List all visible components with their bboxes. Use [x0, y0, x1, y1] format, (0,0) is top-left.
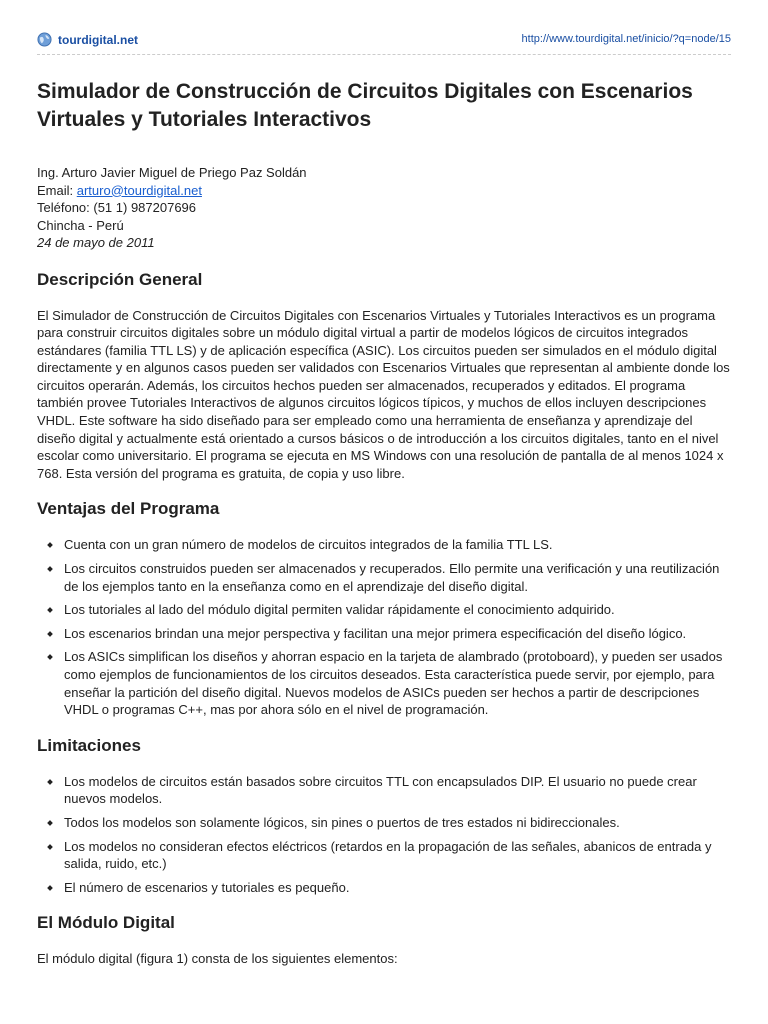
page-header [37, 32, 731, 55]
list-item [37, 814, 734, 832]
list-item-text: Los tutoriales al lado del módulo digital permiten validar rápidamente el conocimiento adquirido. [64, 602, 615, 618]
list-item-text: Los circuitos construidos pueden ser almacenados y recuperados. Ello permite una verificación y una reutilización de los ejemplos tanto en la enseñanza como en el aprendizaje del diseño digital. [64, 561, 720, 594]
section-heading-descripcion: Descripción General [37, 269, 203, 289]
list-item-text: Los escenarios brindan una mejor perspectiva y facilitan una mejor primera especificación del diseño lógico. [64, 625, 687, 641]
email-link[interactable]: arturo@tourdigital.net [76, 182, 202, 198]
author: Ing. Arturo Javier Miguel de Priego Paz Soldán [37, 165, 307, 180]
list-item [37, 879, 734, 897]
list-item [37, 536, 734, 554]
list-item [37, 601, 734, 619]
site-link[interactable] [37, 32, 138, 47]
list-item [37, 773, 734, 808]
page-title: Simulador de Construcción de Circuitos Digitales con Escenarios Virtuales y Tutoriales Interactivos [37, 80, 693, 131]
list-item-text: Todos los modelos son solamente lógicos, sin pines o puertos de tres estados ni bidireccionales. [64, 814, 620, 830]
publish-date: 24 de mayo de 2011 [37, 235, 155, 250]
limitaciones-list [37, 773, 734, 897]
list-item [37, 838, 734, 873]
phone: Teléfono: (51 1) 987207696 [37, 200, 197, 215]
section-heading-modulo: El Módulo Digital [37, 913, 175, 933]
list-item [37, 648, 734, 718]
location: Chincha - Perú [37, 217, 124, 233]
email-label: Email: [37, 182, 77, 198]
descripcion-paragraph: El Simulador de Construcción de Circuitos Digitales con Escenarios Virtuales y Tutoriales Interactivos es un programa para construir circuitos digitales sobre un módulo digital virtual a partir de modelos lógicos de circuitos integrados estándares (familia TTL LS) y de aplicación específica (ASIC). Los circuitos pueden ser simulados en el módulo digital directamente y en algunos casos pueden ser validados con Escenarios Virtuales que representan al ambiente donde los circuitos operarán. Además, los circuitos hechos pueden ser almacenados, recuperados y editados. El programa también provee Tutoriales Interactivos de algunos circuitos lógicos típicos, y muchos de ellos incluyen descripciones VHDL. Este software ha sido diseñado para ser empleado como una herramienta de enseñanza y aprendizaje del diseño digital y actualmente está orientado a cursos básicos o de introducción a los circuitos digitales, tanto en el nivel escolar como universitario. El programa se ejecuta en MS Windows con una resolución de pantalla de al menos 1024 x 768. Esta versión del programa es gratuita, de copia y uso libre. [37, 307, 730, 481]
ventajas-list [37, 536, 734, 718]
bullet-icon [47, 607, 53, 613]
bullet-icon [47, 631, 53, 637]
bullet-icon [47, 844, 53, 850]
bullet-icon [47, 655, 53, 661]
list-item [37, 625, 734, 643]
list-item-text: Los modelos no consideran efectos eléctricos (retardos en la propagación de las señales, abanicos de entrada y salida, ruido, etc.) [64, 838, 712, 872]
list-item-text: Los modelos de circuitos están basados sobre circuitos TTL con encapsulados DIP. El usuario no puede crear nuevos modelos. [64, 773, 697, 807]
list-item-text: Cuenta con un gran número de modelos de circuitos integrados de la familia TTL LS. [64, 537, 553, 553]
bullet-icon [47, 779, 53, 785]
list-item-text: Los ASICs simplifican los diseños y ahorran espacio en la tarjeta de alambrado (protoboard), y pueden ser usados como ejemplos de funcionamientos de los circuitos deseados. Esta característica puede servir, por ejemplo, para enseñar la partición del diseño digital. Nuevos modelos de ASICs pueden ser hechos a partir de descripciones VHDL o programas C++, mas por ahora sólo en el nivel de programación. [64, 649, 723, 718]
page-url-link[interactable]: http://www.tourdigital.net/inicio/?q=node/15 [521, 33, 731, 45]
bullet-icon [47, 885, 53, 891]
article [37, 78, 734, 985]
bullet-icon [47, 566, 53, 572]
list-item-text: El número de escenarios y tutoriales es pequeño. [64, 879, 350, 895]
site-name: tourdigital.net [58, 32, 138, 47]
bullet-icon [47, 543, 53, 549]
section-heading-ventajas: Ventajas del Programa [37, 499, 220, 519]
article-meta [37, 164, 734, 252]
globe-icon [37, 32, 52, 47]
modulo-paragraph: El módulo digital (figura 1) consta de los siguientes elementos: [37, 951, 398, 967]
bullet-icon [47, 820, 53, 826]
section-heading-limitaciones: Limitaciones [37, 735, 141, 755]
list-item [37, 560, 734, 595]
email-line [37, 182, 734, 200]
